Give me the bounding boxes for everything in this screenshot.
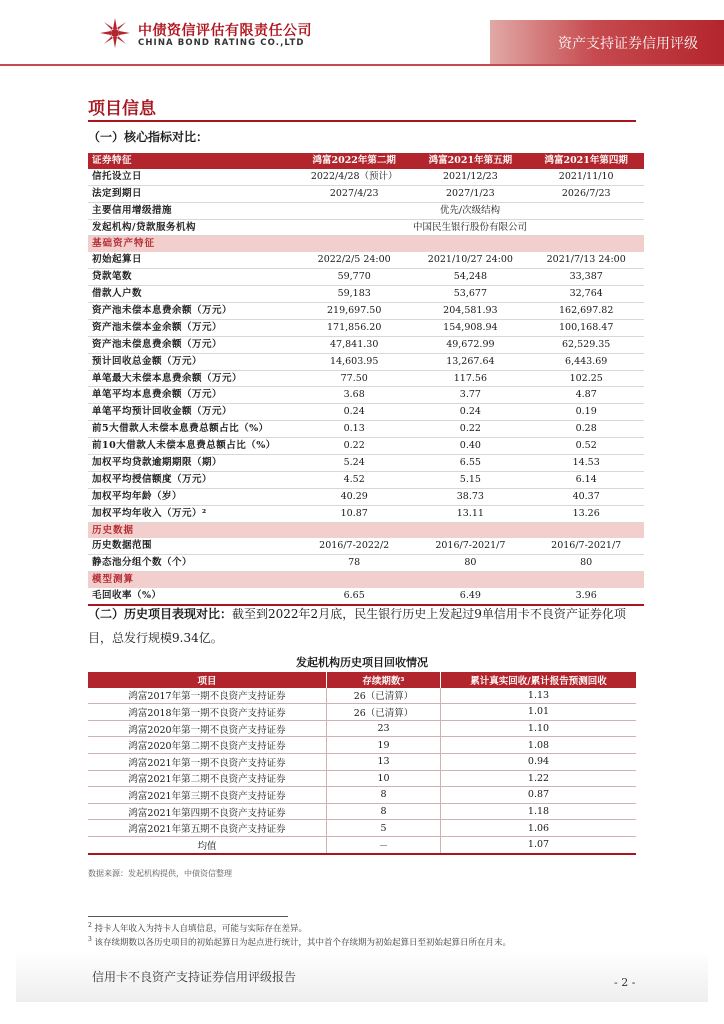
table-row [88,438,644,455]
header-cell: 鸿富2022年第二期 [296,153,412,169]
project-name: 鸿富2017年第一期不良资产支持证券 [88,688,327,704]
row-value: 5.15 [412,471,528,488]
row-value: 13.11 [412,505,528,522]
merged-value: 中国民生银行股份有限公司 [296,219,644,236]
row-value: 6,443.69 [528,353,644,370]
table-row [88,555,644,572]
row-label: 加权平均年龄（岁） [88,488,296,505]
row-value: 32,764 [528,286,644,303]
project-ratio: 1.18 [441,803,637,820]
row-label: 发起机构/贷款服务机构 [88,219,296,236]
section-row-history [88,522,644,538]
row-value: 40.37 [528,488,644,505]
row-label: 前10大借款人未偿本息费总额占比（%） [88,438,296,455]
project-ratio: 1.01 [441,704,637,721]
table-row [88,720,636,737]
row-label: 信托设立日 [88,169,296,185]
project-periods: 19 [327,737,441,754]
company-name-en: CHINA BOND RATING CO.,LTD [138,38,305,48]
header-cell: 累计真实回收/累计报告预测回收 [441,672,637,688]
table-row [88,286,644,303]
project-periods: 5 [327,820,441,837]
history-table-title: 发起机构历史项目回收情况 [296,656,428,669]
footnote-3-text: 该存续期数以各历史项目的初始起算日为起点进行统计，其中首个存续期为初始起算日至初始起算日所在月末。 [94,938,512,948]
project-ratio: 1.22 [441,770,637,787]
row-value: 0.28 [528,421,644,438]
row-value: 154,908.94 [412,319,528,336]
footnote-3 [88,936,511,948]
project-name: 鸿富2018年第一期不良资产支持证券 [88,704,327,721]
row-label: 主要信用增级措施 [88,202,296,219]
row-value: 204,581.93 [412,303,528,320]
row-value: 2021/10/27 24:00 [412,252,528,268]
row-value: 0.13 [296,421,412,438]
project-periods: 8 [327,803,441,820]
footnote-divider [88,916,288,917]
row-value: 2021/7/13 24:00 [528,252,644,268]
project-name: 鸿富2021年第三期不良资产支持证券 [88,787,327,804]
header-cell: 项目 [88,672,327,688]
row-value: 0.52 [528,438,644,455]
row-value: 62,529.35 [528,336,644,353]
row-value: 2016/7-2021/7 [528,538,644,554]
table-row [88,488,644,505]
project-name: 鸿富2020年第二期不良资产支持证券 [88,737,327,754]
row-label: 单笔平均本息费余额（万元） [88,387,296,404]
row-value: 2021/12/23 [412,169,528,185]
table-row [88,269,644,286]
section2-text: 截至到2022年2月底，民生银行历史上发起过9单信用卡不良资产证券化项目，总发行规模9.34亿。 [88,607,626,645]
row-value: 10.87 [296,505,412,522]
table-row [88,319,644,336]
row-value: 5.24 [296,455,412,472]
project-ratio: 0.87 [441,787,637,804]
project-ratio: 1.08 [441,737,637,754]
table-row [88,688,636,704]
section1-heading: （一）核心指标对比： [88,130,209,144]
project-name: 鸿富2020年第一期不良资产支持证券 [88,720,327,737]
row-value: 2027/4/23 [296,185,412,202]
table-row [88,505,644,522]
row-value: 2027/1/23 [412,185,528,202]
row-label: 单笔平均预计回收金额（万元） [88,404,296,421]
row-value: 162,697.82 [528,303,644,320]
row-label: 预计回收总金额（万元） [88,353,296,370]
table-row [88,387,644,404]
project-periods: 13 [327,753,441,770]
table-row [88,404,644,421]
row-value: 0.19 [528,404,644,421]
table-row [88,787,636,804]
project-name: 鸿富2021年第四期不良资产支持证券 [88,803,327,820]
project-name: 鸿富2021年第一期不良资产支持证券 [88,753,327,770]
page-number: - 2 - [614,976,636,989]
row-value: 0.24 [412,404,528,421]
row-value: 6.65 [296,588,412,605]
project-ratio: 1.06 [441,820,637,837]
footnote-2-text: 持卡人年收入为持卡人自填信息，可能与实际存在差异。 [94,924,308,934]
row-value: 6.49 [412,588,528,605]
table-row [88,770,636,787]
footer-title: 信用卡不良资产支持证券信用评级报告 [92,970,297,984]
project-ratio: 0.94 [441,753,637,770]
row-value: 102.25 [528,370,644,387]
average-ratio: 1.07 [441,836,637,853]
row-value: 2021/11/10 [528,169,644,185]
row-value: 13,267.64 [412,353,528,370]
row-value: 0.24 [296,404,412,421]
table-row [88,219,644,236]
section-row-model [88,572,644,588]
table-row [88,803,636,820]
table-row [88,820,636,837]
row-value: 59,183 [296,286,412,303]
header-cell: 存续期数³ [327,672,441,688]
row-label: 资产池未偿本息费余额（万元） [88,303,296,320]
row-label: 法定到期日 [88,185,296,202]
header-banner [490,20,724,64]
row-value: 6.55 [412,455,528,472]
project-periods: 23 [327,720,441,737]
row-value: 80 [412,555,528,572]
row-label: 初始起算日 [88,252,296,268]
table-row [88,455,644,472]
average-label: 均值 [88,836,327,853]
project-periods: 26（已清算） [327,704,441,721]
section-label: 模型测算 [88,572,644,588]
header-cell: 证券特征 [88,153,296,169]
row-value: 219,697.50 [296,303,412,320]
table-row [88,202,644,219]
row-label: 资产池未偿本金余额（万元） [88,319,296,336]
row-value: 49,672.99 [412,336,528,353]
project-name: 鸿富2021年第二期不良资产支持证券 [88,770,327,787]
table-row [88,370,644,387]
page-header [0,0,724,66]
table-row [88,753,636,770]
table-row [88,353,644,370]
row-value: 171,856.20 [296,319,412,336]
row-value: 3.68 [296,387,412,404]
row-value: 2022/4/28（预计） [296,169,412,185]
row-value: 3.77 [412,387,528,404]
merged-value: 优先/次级结构 [296,202,644,219]
table-row [88,252,644,268]
history-table [88,672,636,855]
table-row [88,336,644,353]
row-value: 40.29 [296,488,412,505]
row-value: 4.52 [296,471,412,488]
row-value: 47,841.30 [296,336,412,353]
section-row-basic [88,236,644,252]
row-value: 0.22 [296,438,412,455]
row-value: 6.14 [528,471,644,488]
project-ratio: 1.10 [441,720,637,737]
row-value: 78 [296,555,412,572]
project-periods: 8 [327,787,441,804]
header-cell: 鸿富2021年第四期 [528,153,644,169]
row-label: 加权平均年收入（万元）² [88,505,296,522]
row-label: 单笔最大未偿本息费余额（万元） [88,370,296,387]
row-value: 100,168.47 [528,319,644,336]
section2-heading: （二）历史项目表现对比： [88,607,233,621]
table-average-row [88,836,636,853]
row-value: 2026/7/23 [528,185,644,202]
row-value: 14.53 [528,455,644,472]
footnote-2-mark: 2 [88,922,92,930]
table-row [88,538,644,554]
row-value: 2016/7-2021/7 [412,538,528,554]
section-label: 基础资产特征 [88,236,644,252]
row-label: 毛回收率（%） [88,588,296,605]
row-value: 117.56 [412,370,528,387]
row-value: 0.22 [412,421,528,438]
title-divider [88,120,636,122]
project-ratio: 1.13 [441,688,637,704]
header-cell: 鸿富2021年第五期 [412,153,528,169]
header-divider [0,64,724,66]
row-value: 2016/7-2022/2 [296,538,412,554]
row-label: 资产池未偿息费余额（万元） [88,336,296,353]
page-title: 项目信息 [88,99,156,119]
row-value: 3.96 [528,588,644,605]
footnote-2 [88,922,307,934]
table-header-row [88,672,636,688]
footnote-3-mark: 3 [88,936,92,944]
row-label: 贷款笔数 [88,269,296,286]
section-label: 历史数据 [88,522,644,538]
company-name-cn: 中债资信评估有限责任公司 [138,23,312,39]
table-row [88,704,636,721]
row-value: 2022/2/5 24:00 [296,252,412,268]
row-value: 13.26 [528,505,644,522]
table-header-row [88,153,644,169]
row-value: 14,603.95 [296,353,412,370]
average-periods: － [327,836,441,853]
row-value: 54,248 [412,269,528,286]
data-source-note: 数据来源：发起机构提供，中债资信整理 [88,869,232,878]
table-row [88,421,644,438]
project-name: 鸿富2021年第五期不良资产支持证券 [88,820,327,837]
table-row [88,471,644,488]
table-row [88,737,636,754]
table-row [88,169,644,185]
row-value: 80 [528,555,644,572]
table-row [88,303,644,320]
row-label: 静态池分组个数（个） [88,555,296,572]
core-indicator-table [88,153,644,606]
row-value: 33,387 [528,269,644,286]
row-label: 加权平均授信额度（万元） [88,471,296,488]
project-periods: 10 [327,770,441,787]
row-label: 前5大借款人未偿本息费总额占比（%） [88,421,296,438]
section2-paragraph [88,602,636,650]
row-label: 历史数据范围 [88,538,296,554]
table-row [88,185,644,202]
row-label: 借款人户数 [88,286,296,303]
project-periods: 26（已清算） [327,688,441,704]
row-value: 53,677 [412,286,528,303]
banner-text: 资产支持证券信用评级 [558,36,698,52]
row-value: 59,770 [296,269,412,286]
row-value: 4.87 [528,387,644,404]
row-value: 38.73 [412,488,528,505]
row-value: 77.50 [296,370,412,387]
company-logo-icon [98,16,132,50]
row-value: 0.40 [412,438,528,455]
row-label: 加权平均贷款逾期期限（期） [88,455,296,472]
